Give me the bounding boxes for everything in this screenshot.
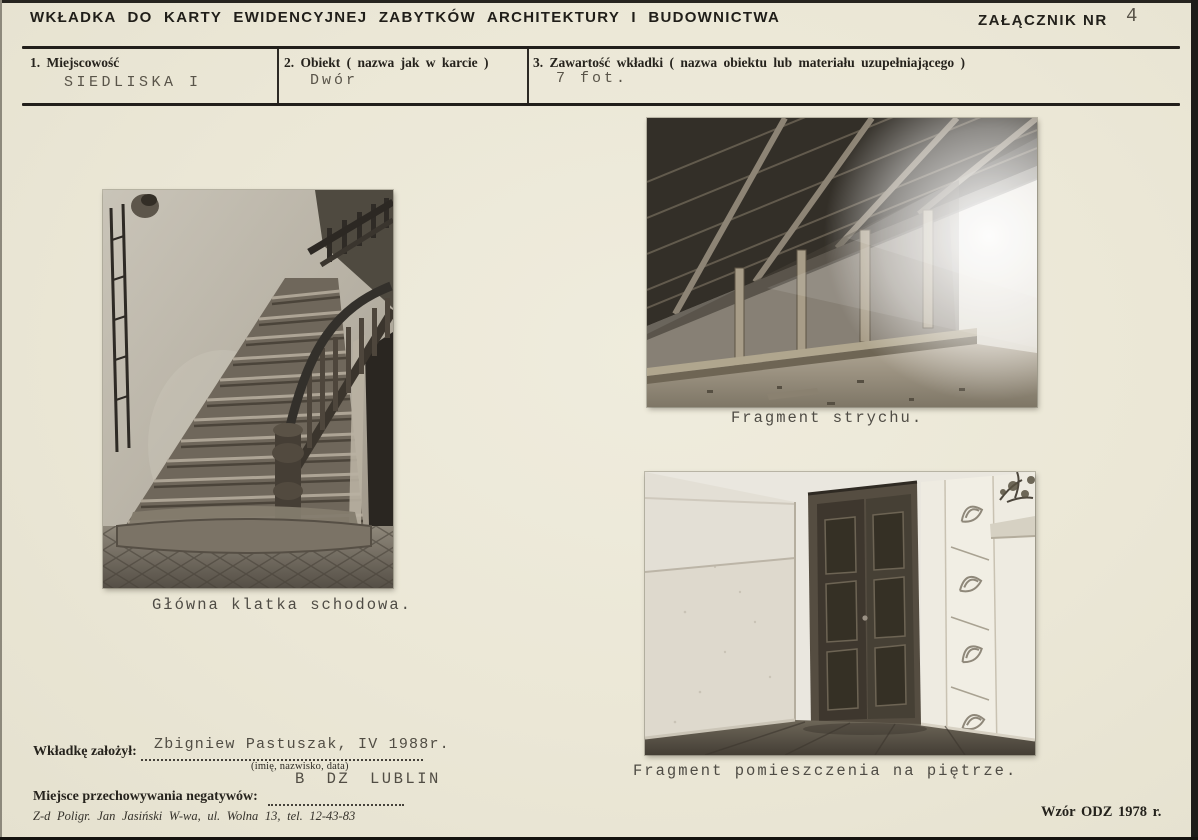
field-label-zawartosc: 3. Zawartość wkładki ( nazwa obiektu lub materiału uzupełniającego ) <box>533 55 966 70</box>
photo-staircase <box>103 190 393 588</box>
field-divider-2 <box>527 49 529 103</box>
caption-staircase: Główna klatka schodowa. <box>152 596 412 614</box>
header-rule <box>22 46 1180 49</box>
form-title: WKŁADKA DO KARTY EWIDENCYJNEJ ZABYTKÓW ARCHITEKTURY I BUDOWNICTWA <box>30 9 781 26</box>
caption-attic: Fragment strychu. <box>731 409 924 427</box>
negatives-label: Miejsce przechowywania negatywów: <box>33 789 258 804</box>
founder-value: Zbigniew Pastuszak, IV 1988r. <box>154 736 450 753</box>
scan-edge-top <box>0 0 1198 3</box>
caption-upstairs-room: Fragment pomieszczenia na piętrze. <box>633 762 1018 780</box>
door-handle <box>862 615 867 620</box>
scan-edge-left <box>0 0 2 840</box>
attic-photo-art <box>647 118 1037 407</box>
field-value-zawartosc: 7 fot. <box>556 70 629 87</box>
founder-label: Wkładkę założył: <box>33 744 137 759</box>
form-model-note: Wzór ODZ 1978 r. <box>1041 804 1162 820</box>
field-divider-1 <box>277 49 279 103</box>
base-step <box>117 519 371 553</box>
field-label-miejscowosc: 1. Miejscowość <box>30 55 120 70</box>
field-label-obiekt: 2. Obiekt ( nazwa jak w karcie ) <box>284 55 489 70</box>
attachment-number: 4 <box>1126 5 1138 27</box>
stencil-band <box>945 476 997 755</box>
scan-edge-right <box>1191 0 1198 840</box>
field-value-miejscowosc: SIEDLISKA I <box>64 74 202 91</box>
negatives-dotted-line <box>268 786 404 806</box>
photo-attic <box>647 118 1037 407</box>
attachment-label: ZAŁĄCZNIK NR <box>978 12 1108 29</box>
field-value-obiekt: Dwór <box>310 72 359 89</box>
photo-upstairs-room <box>645 472 1035 755</box>
printer-imprint: Z-d Poligr. Jan Jasiński W-wa, ul. Wolna 13, tel. 12-43-83 <box>33 809 356 823</box>
room-photo-art <box>645 472 1035 755</box>
founder-organization: B DZ LUBLIN <box>295 770 441 788</box>
fields-bottom-rule <box>22 103 1180 106</box>
founder-hint: (imię, nazwisko, data) <box>251 761 349 772</box>
staircase-photo-art <box>103 190 393 588</box>
